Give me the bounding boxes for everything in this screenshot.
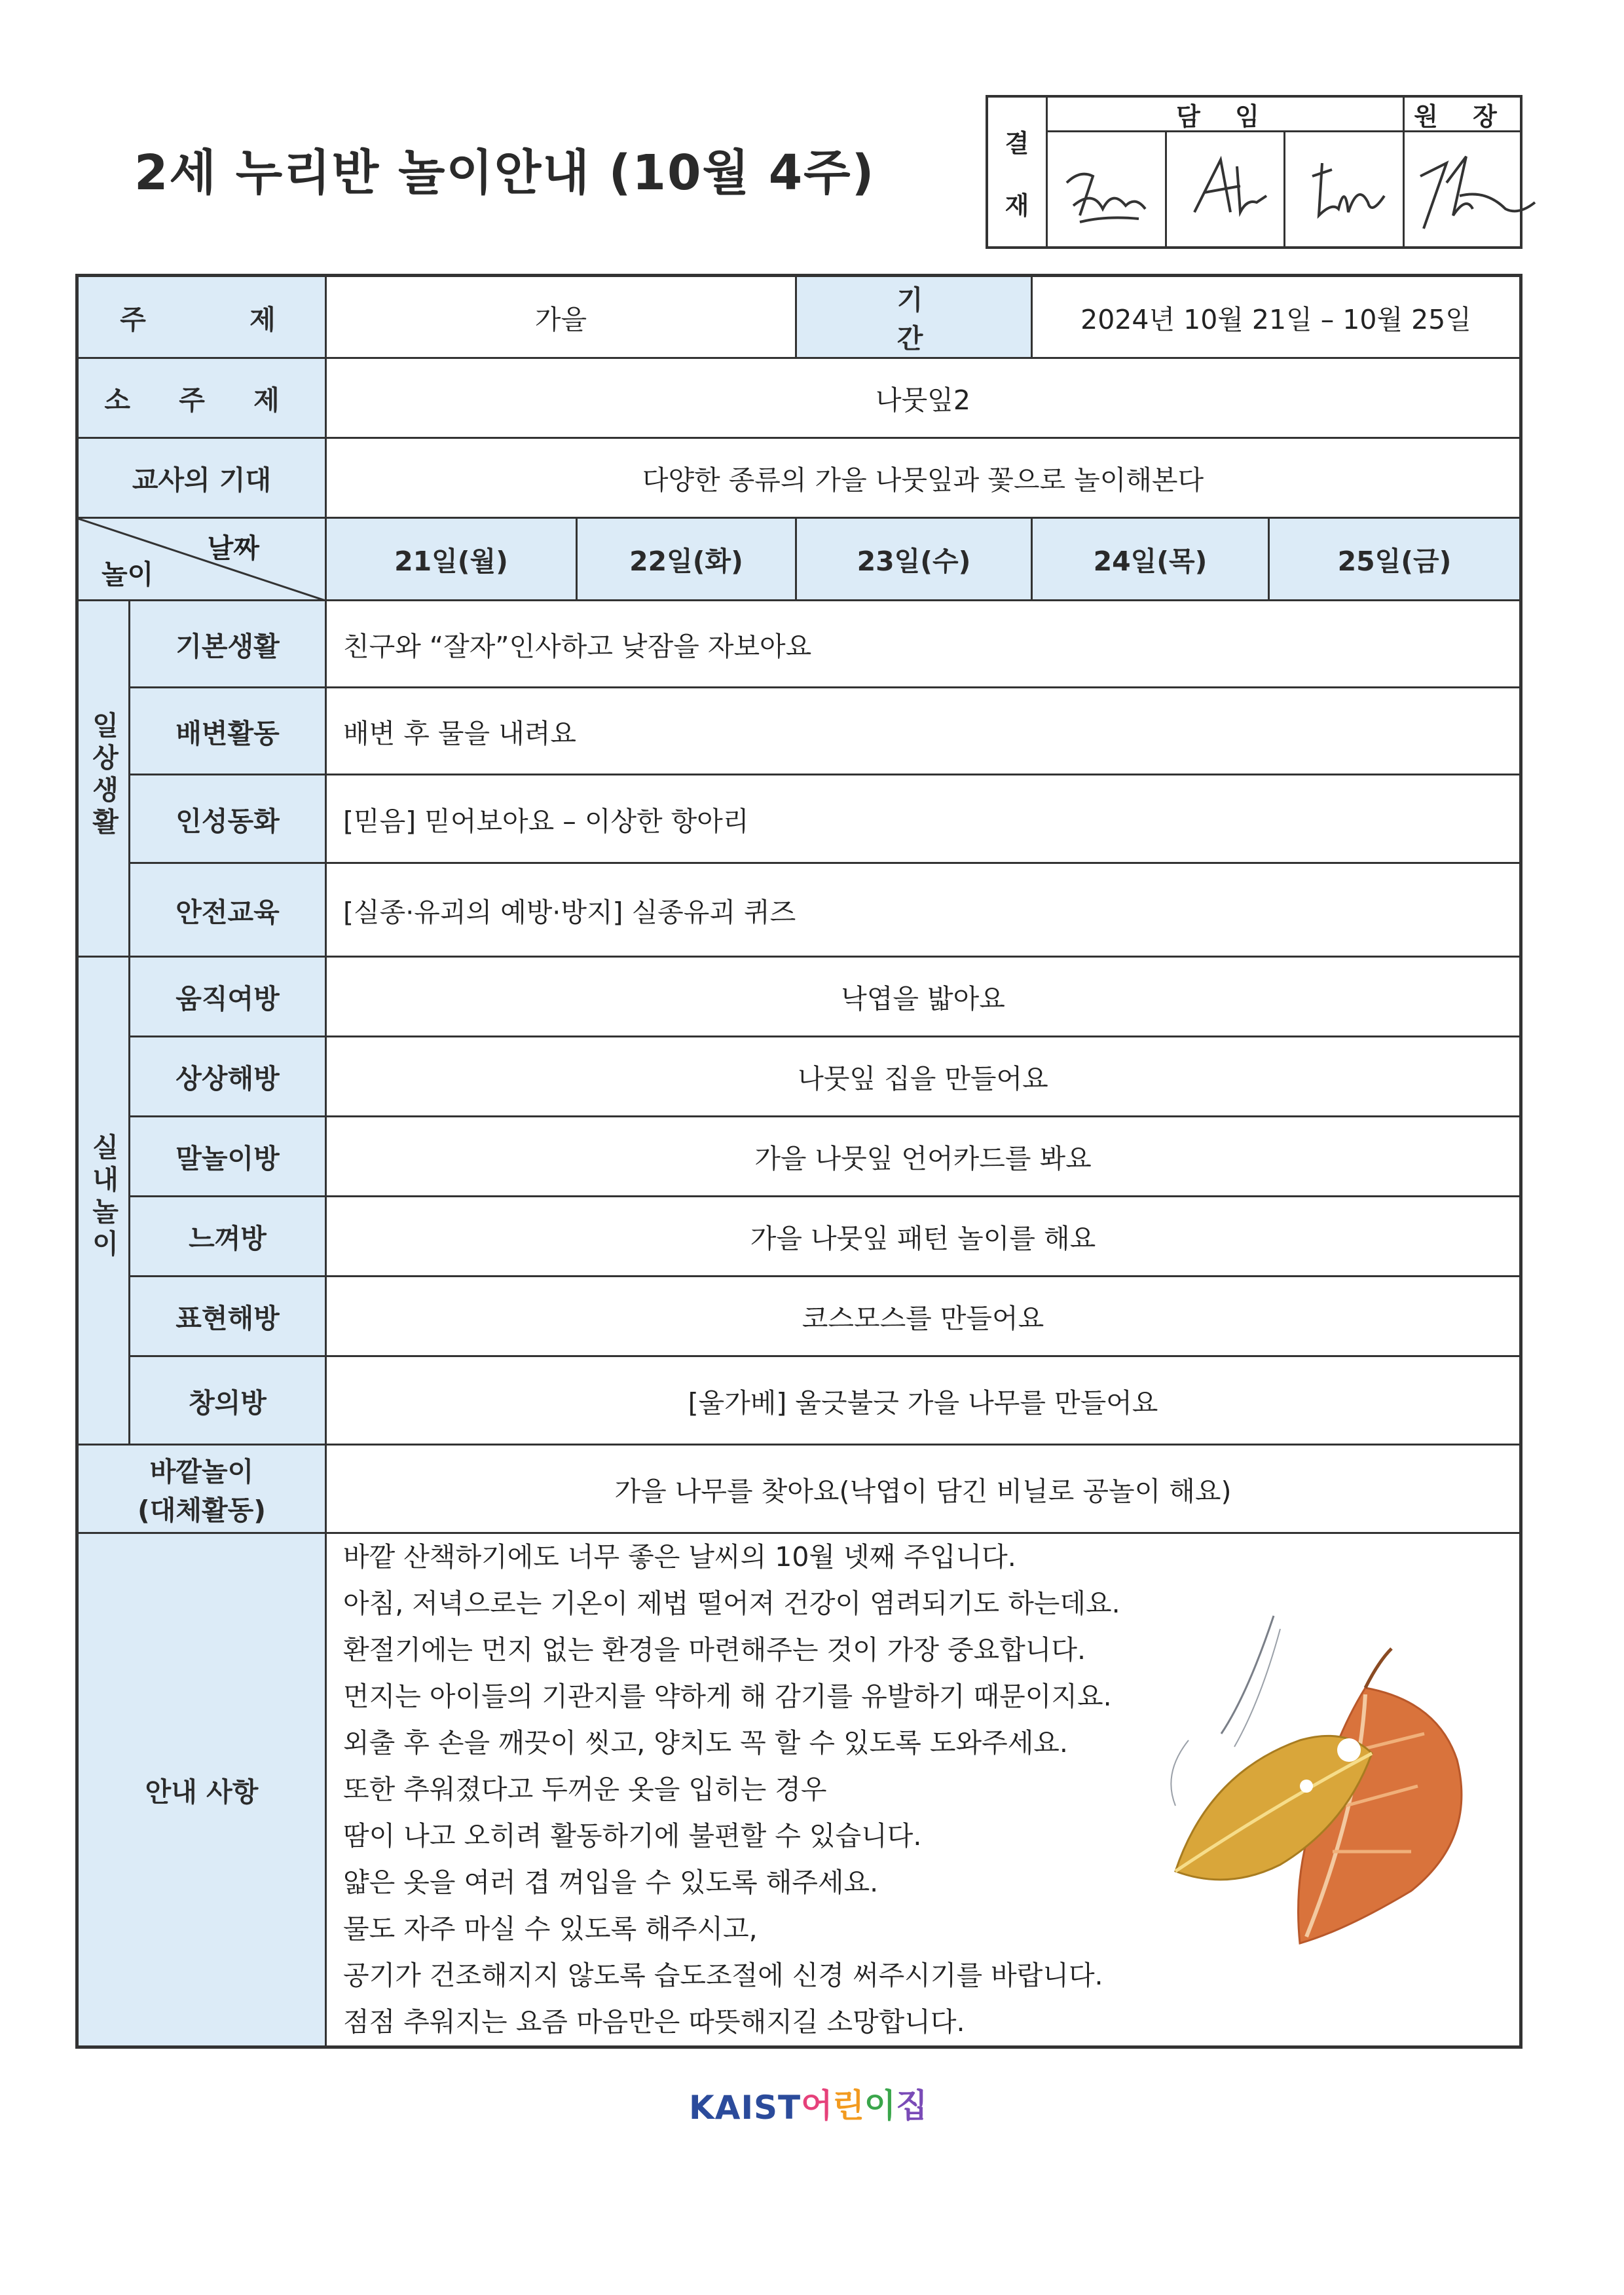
notice-content (326, 1533, 1521, 2047)
notice-line: 물도 자주 마실 수 있도록 해주시고, (343, 1913, 758, 1945)
daily-group-label (77, 601, 130, 957)
daily-label: 배변활동 (130, 688, 326, 775)
day-header: 22일(화) (577, 518, 796, 601)
outdoor-value: 가을 나무를 찾아요(낙엽이 담긴 비닐로 공놀이 해요) (326, 1445, 1521, 1533)
daily-label: 인성동화 (130, 775, 326, 863)
daily-value: [실종·유괴의 예방·방지] 실종유괴 퀴즈 (326, 863, 1521, 957)
autumn-leaf-illustration (1149, 1590, 1490, 1956)
indoor-value: 코스모스를 만들어요 (326, 1277, 1521, 1356)
approval-box (986, 95, 1522, 249)
indoor-value: [울가베] 울긋불긋 가을 나무를 만들어요 (326, 1356, 1521, 1445)
play-plan-table (75, 274, 1522, 2049)
corner-play-label: 놀이 (101, 559, 154, 590)
approval-label-bottom: 재 (1005, 191, 1029, 220)
notice-line: 공기가 건조해지지 않도록 습도조절에 신경 써주시기를 바랍니다. (343, 1960, 1103, 1991)
expectation-value: 다양한 종류의 가을 나뭇잎과 꽃으로 놀이해본다 (326, 438, 1521, 518)
signature-2 (1175, 140, 1280, 238)
notice-line: 땀이 나고 오히려 활동하기에 불편할 수 있습니다. (343, 1820, 922, 1852)
indoor-value: 가을 나뭇잎 언어카드를 봐요 (326, 1117, 1521, 1197)
signature-4 (1407, 137, 1538, 242)
logo-char: 어 (801, 2087, 833, 2125)
day-header: 25일(금) (1269, 518, 1521, 601)
outdoor-label (77, 1445, 326, 1533)
daily-label: 안전교육 (130, 863, 326, 957)
logo-char: 집 (896, 2087, 928, 2125)
notice-line: 점점 추워지는 요즘 마음만은 따뜻해지길 소망합니다. (343, 2006, 965, 2038)
daily-value: 배변 후 물을 내려요 (326, 688, 1521, 775)
notice-line: 아침, 저녁으로는 기온이 제법 떨어져 건강이 염려되기도 하는데요. (343, 1588, 1120, 1619)
logo-kaist: KAIST (689, 2089, 802, 2127)
approval-label-top: 결 (1005, 128, 1029, 158)
daily-group-text: 일상생활 (87, 711, 119, 840)
day-header: 21일(월) (326, 518, 577, 601)
daily-value: [믿음] 믿어보아요 – 이상한 항아리 (326, 775, 1521, 863)
expectation-label: 교사의 기대 (77, 438, 326, 518)
daily-value: 친구와 “잘자”인사하고 낮잠을 자보아요 (326, 601, 1521, 688)
daily-label: 기본생활 (130, 601, 326, 688)
subtheme-value: 나뭇잎2 (326, 358, 1521, 438)
indoor-value: 낙엽을 밟아요 (326, 957, 1521, 1037)
director-header: 원 장 (1403, 98, 1521, 132)
signature-1 (1054, 143, 1158, 242)
indoor-group-label (77, 957, 130, 1445)
indoor-label: 표현해방 (130, 1277, 326, 1356)
notice-line: 먼지는 아이들의 기관지를 약하게 해 감기를 유발하기 때문이지요. (343, 1681, 1112, 1712)
logo-char: 린 (832, 2087, 864, 2125)
homeroom-header: 담 임 (1046, 98, 1405, 132)
indoor-value: 가을 나뭇잎 패턴 놀이를 해요 (326, 1197, 1521, 1277)
notice-line: 환절기에는 먼지 없는 환경을 마련해주는 것이 가장 중요합니다. (343, 1634, 1086, 1666)
notice-label: 안내 사항 (77, 1533, 326, 2047)
corner-date-label: 날짜 (207, 532, 259, 564)
indoor-value: 나뭇잎 집을 만들어요 (326, 1037, 1521, 1117)
notice-line: 또한 추워졌다고 두꺼운 옷을 입히는 경우 (343, 1774, 827, 1805)
day-header: 24일(목) (1032, 518, 1269, 601)
logo-char: 이 (864, 2087, 896, 2125)
theme-label: 주 제 (77, 276, 326, 358)
notice-line: 얇은 옷을 여러 겹 껴입을 수 있도록 해주세요. (343, 1867, 879, 1898)
subtheme-label: 소 주 제 (77, 358, 326, 438)
notice-line: 바깥 산책하기에도 너무 좋은 날씨의 10월 넷째 주입니다. (343, 1541, 1016, 1573)
signature-3 (1293, 143, 1397, 242)
approval-label (988, 98, 1048, 246)
outdoor-label-line-2: (대체활동) (138, 1495, 266, 1526)
indoor-label: 창의방 (130, 1356, 326, 1445)
indoor-label: 움직여방 (130, 957, 326, 1037)
indoor-label: 느껴방 (130, 1197, 326, 1277)
corner-cell (77, 518, 326, 601)
day-header: 23일(수) (796, 518, 1032, 601)
period-label: 기 간 (796, 276, 1032, 358)
indoor-label: 상상해방 (130, 1037, 326, 1117)
kaist-kindergarten-logo (689, 2080, 927, 2127)
indoor-group-text: 실내놀이 (87, 1133, 119, 1261)
notice-line: 외출 후 손을 깨끗이 씻고, 양치도 꼭 할 수 있도록 도와주세요. (343, 1727, 1068, 1759)
period-value: 2024년 10월 21일 – 10월 25일 (1032, 276, 1521, 358)
page-title: 2세 누리반 놀이안내 (10월 4주) (134, 145, 876, 201)
indoor-label: 말놀이방 (130, 1117, 326, 1197)
theme-value: 가을 (326, 276, 796, 358)
outdoor-label-line-1: 바깥놀이 (149, 1456, 254, 1487)
